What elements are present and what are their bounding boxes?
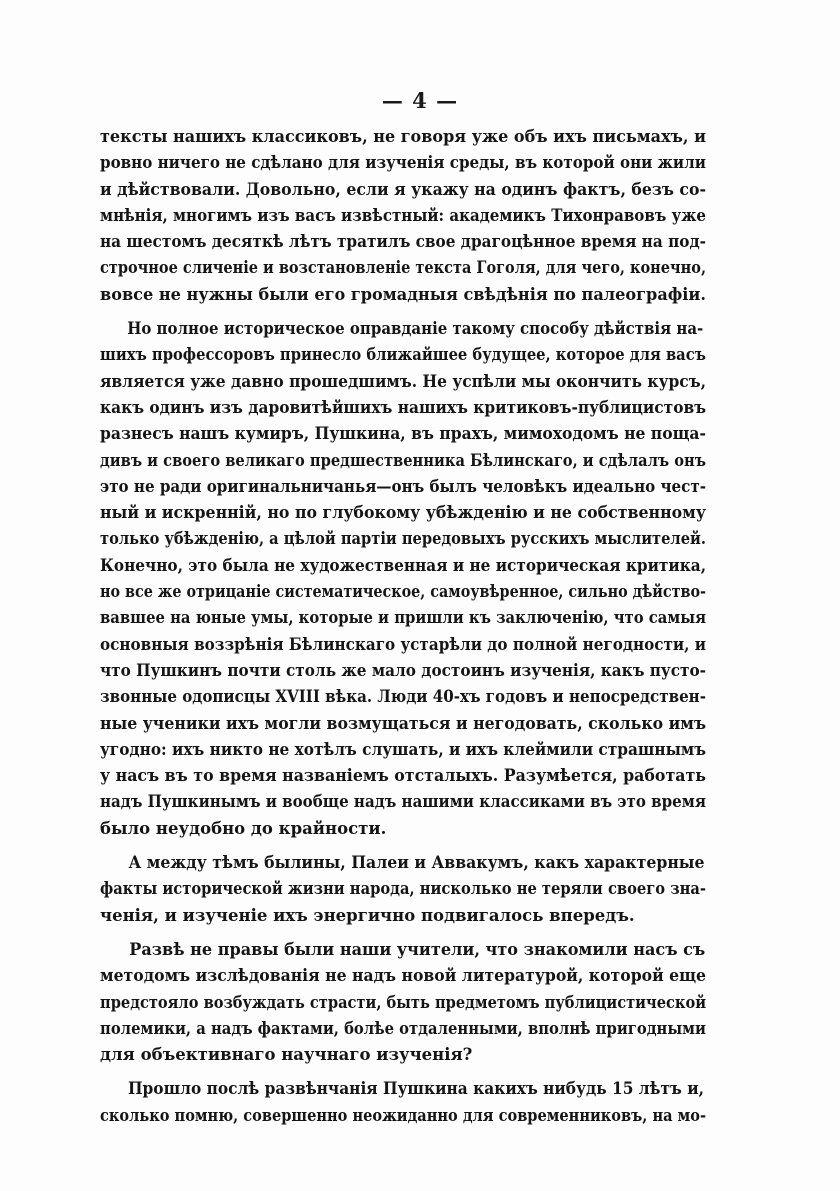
paragraph (100, 124, 706, 308)
text-line: является уже давно прошедшимъ. Не успѣли мы окончить курсъ, (100, 371, 706, 391)
paragraph (100, 316, 706, 842)
text-line: вовсе не нужны были его громадныя свѣдѣнія по палеографіи. (100, 284, 707, 304)
page-number: — 4 — (381, 88, 459, 113)
text-line: Прошло послѣ развѣнчанія Пушкина какихъ нибудь 15 лѣтъ и, (127, 1079, 704, 1099)
text-line: было неудобно до крайности. (100, 818, 387, 838)
paragraph (100, 1076, 706, 1129)
text-line: мнѣнія, многимъ изъ васъ извѣстный: академикъ Тихонравовъ уже (100, 205, 706, 225)
text-line: полемики, а надъ фактами, болѣе отдаленными, вполнѣ пригодными (100, 1018, 706, 1038)
paragraph (100, 937, 706, 1068)
text-line: основныя воззрѣнія Бѣлинскаго устарѣли до полной негодности, и (100, 634, 707, 654)
text-line: и дѣйствовали. Довольно, если я укажу на одинъ фактъ, безъ со- (100, 179, 706, 199)
text-line: только убѣжденію, а цѣлой партіи передовыхъ русскихъ мыслителей. (100, 529, 707, 549)
text-line: ченія, и изученіе ихъ энергично подвигалось впередъ. (100, 905, 635, 925)
text-line: надъ Пушкинымъ и вообще надъ нашими классиками въ это время (100, 792, 706, 812)
text-line: Но полное историческое оправданіе такому способу дѣйствія на- (127, 319, 704, 339)
text-line: методомъ изслѣдованія не надъ новой литературой, которой еще (100, 966, 707, 986)
text-line: факты исторической жизни народа, нисколько не теряли своего зна- (100, 879, 707, 899)
text-line: для объективнаго научнаго изученія? (100, 1045, 473, 1065)
text-line: вавшее на юные умы, которые и пришли къ заключенію, что самыя (100, 608, 707, 628)
text-line: но все же отрицаніе систематическое, самоувѣренное, сильно дѣйство- (100, 582, 707, 602)
text-line: ный и искренній, но по глубокому убѣжденію и не собственному (100, 503, 706, 523)
text-line: предстояло возбуждать страсти, быть предметомъ публицистической (100, 992, 707, 1012)
text-line: звонные одописцы XVIII вѣка. Люди 40-хъ годовъ и непосредствен- (100, 687, 706, 707)
text-line: А между тѣмъ былины, Палеи и Аввакумъ, какъ характерные (128, 853, 705, 873)
text-line: это не ради оригинальничанья—онъ былъ человѣкъ идеально чест- (100, 476, 706, 496)
text-line: шихъ профессоровъ принесло ближайшее будущее, которое для васъ (100, 345, 706, 365)
body-text (100, 124, 706, 1137)
text-line: Конечно, это была не художественная и не историческая критика, (100, 555, 707, 575)
text-line: сколько помню, совершенно неожиданно для современниковъ, на мо- (100, 1105, 707, 1125)
text-line: тексты нашихъ классиковъ, не говоря уже объ ихъ письмахъ, и (100, 127, 706, 146)
text-line: угодно: ихъ никто не хотѣлъ слушать, и ихъ клеймили страшнымъ (100, 739, 706, 759)
text-line: какъ одинъ изъ даровитѣйшихъ нашихъ критиковъ-публицистовъ (100, 397, 707, 417)
text-line: строчное сличеніе и возстановленіе текста Гоголя, для чего, конечно, (100, 258, 707, 278)
text-line: ные ученики ихъ могли возмущаться и негодовать, сколько имъ (100, 713, 707, 733)
text-line: у насъ въ то время названіемъ отсталыхъ. Разумѣется, работать (100, 766, 707, 786)
text-line: Развѣ не правы были наши учители, что знакомили насъ съ (129, 939, 706, 959)
text-line: ровно ничего не сдѣлано для изученія среды, въ которой они жили (100, 153, 707, 173)
text-line: разнесъ нашъ кумиръ, Пушкина, въ прахъ, мимоходомъ не поща- (100, 424, 706, 444)
text-line: что Пушкинъ почти столь же мало достоинъ изученія, какъ пусто- (100, 660, 706, 680)
text-line: на шестомъ десяткѣ лѣтъ тратилъ свое драгоцѣнное время на под- (100, 232, 706, 252)
paragraph (100, 850, 706, 929)
text-line: дивъ и своего великаго предшественника Бѣлинскаго, и сдѣлалъ онъ (100, 450, 707, 470)
